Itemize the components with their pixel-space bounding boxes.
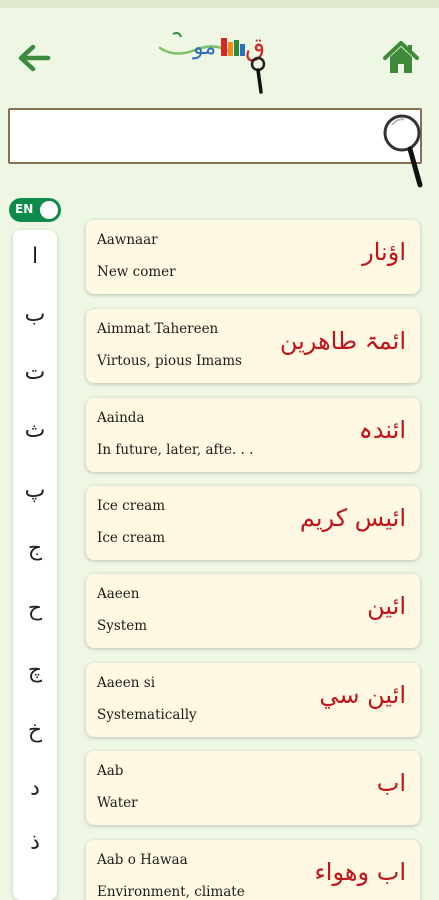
word-card[interactable]: [86, 309, 420, 383]
back-button[interactable]: [14, 38, 54, 78]
magnifier-icon: [380, 111, 428, 189]
word-urdu: ائندہ: [358, 416, 406, 444]
word-roman: Aaeen: [97, 586, 140, 602]
word-urdu: اب وھواء: [314, 858, 406, 886]
word-meaning: New comer: [97, 264, 176, 280]
word-roman: Aaeen si: [97, 675, 156, 691]
home-icon: [381, 38, 421, 78]
arrow-left-icon: [14, 38, 54, 78]
word-card[interactable]: [86, 220, 420, 294]
word-urdu: ائمۃ طاھرین: [279, 327, 406, 355]
word-urdu: اب: [376, 769, 406, 797]
toggle-knob: [40, 201, 58, 219]
word-meaning: Environment, climate: [97, 884, 245, 900]
search-box: [8, 108, 422, 164]
home-button[interactable]: [381, 38, 421, 78]
word-meaning: Water: [97, 795, 138, 811]
svg-text:مو: مو: [193, 35, 217, 60]
alphabet-letter[interactable]: خ: [27, 718, 43, 743]
word-meaning: Systematically: [97, 707, 197, 723]
search-button[interactable]: [380, 111, 428, 189]
word-card[interactable]: [86, 574, 420, 648]
word-roman: Ice cream: [97, 498, 166, 514]
alphabet-letter[interactable]: ث: [24, 418, 46, 443]
word-roman: Aab: [97, 763, 124, 779]
search-input[interactable]: [10, 110, 420, 162]
alphabet-letter[interactable]: چ: [27, 658, 43, 683]
alphabet-letter[interactable]: ذ: [30, 830, 40, 855]
svg-text:ق: ق: [245, 33, 266, 63]
alphabet-letter[interactable]: ح: [27, 596, 43, 621]
alphabet-letter[interactable]: د: [30, 776, 40, 801]
word-roman: Aainda: [97, 410, 145, 426]
word-roman: Aawnaar: [97, 232, 158, 248]
alphabet-letter[interactable]: ج: [27, 536, 43, 561]
word-meaning: Virtous, pious Imams: [97, 353, 242, 369]
word-card[interactable]: [86, 663, 420, 737]
word-meaning: Ice cream: [97, 530, 166, 546]
alphabet-letter[interactable]: پ: [24, 478, 46, 503]
word-urdu: ائیس کریم: [299, 504, 406, 532]
language-toggle-label: EN: [15, 202, 34, 216]
word-urdu: اؤنار: [362, 238, 406, 266]
word-roman: Aab o Hawaa: [97, 852, 188, 868]
status-bar: [0, 0, 439, 8]
app-logo: [155, 28, 280, 94]
word-meaning: In future, later, afte. . .: [97, 442, 254, 458]
alphabet-letter[interactable]: ب: [24, 302, 46, 327]
word-card[interactable]: [86, 840, 420, 900]
word-card[interactable]: [86, 751, 420, 825]
word-card[interactable]: [86, 398, 420, 472]
language-toggle[interactable]: [9, 198, 61, 222]
word-urdu: ائین سي: [319, 681, 406, 709]
word-urdu: ائین: [367, 592, 406, 620]
word-meaning: System: [97, 618, 148, 634]
alphabet-letter[interactable]: ت: [24, 360, 46, 385]
alphabet-letter[interactable]: ا: [31, 244, 39, 269]
word-card[interactable]: [86, 486, 420, 560]
alphabet-index: [13, 230, 57, 900]
word-roman: Aimmat Tahereen: [97, 321, 219, 337]
